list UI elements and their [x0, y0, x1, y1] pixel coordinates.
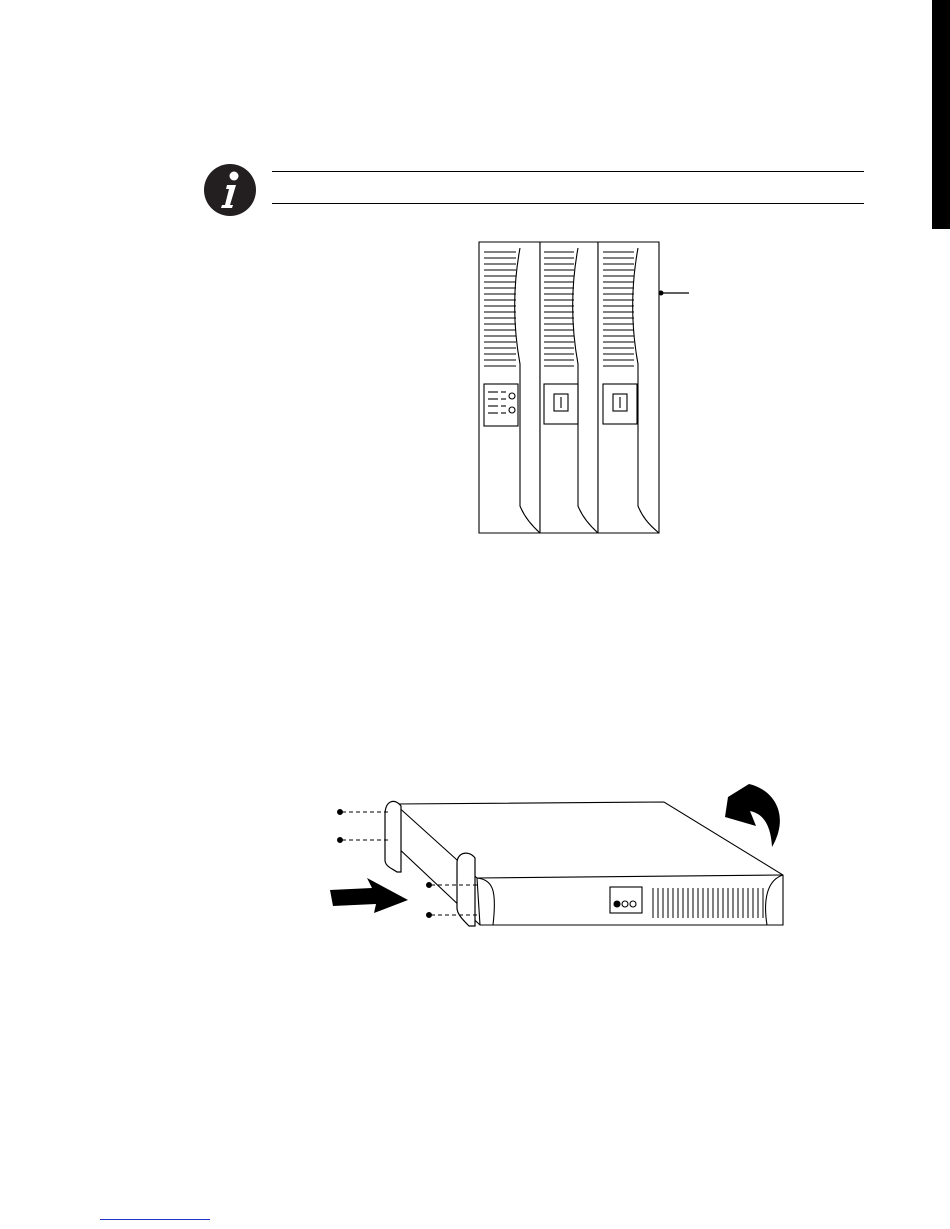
tower-module-left	[479, 242, 540, 533]
rack-mount-figure	[325, 780, 795, 940]
note-text	[278, 178, 858, 198]
rack-unit-body	[395, 802, 783, 925]
rotate-arrow-icon	[725, 784, 780, 847]
information-icon	[203, 163, 257, 217]
footer-link[interactable]	[100, 1219, 210, 1220]
tower-module-middle	[540, 242, 598, 533]
figure-leader-line	[659, 291, 690, 296]
tower-module-right	[598, 242, 659, 533]
tower-configuration-figure	[470, 236, 700, 542]
insert-arrow-icon	[330, 878, 408, 913]
note-rule-top	[272, 171, 864, 172]
note-rule-bottom	[272, 203, 864, 204]
chapter-tab-mark	[932, 0, 950, 229]
